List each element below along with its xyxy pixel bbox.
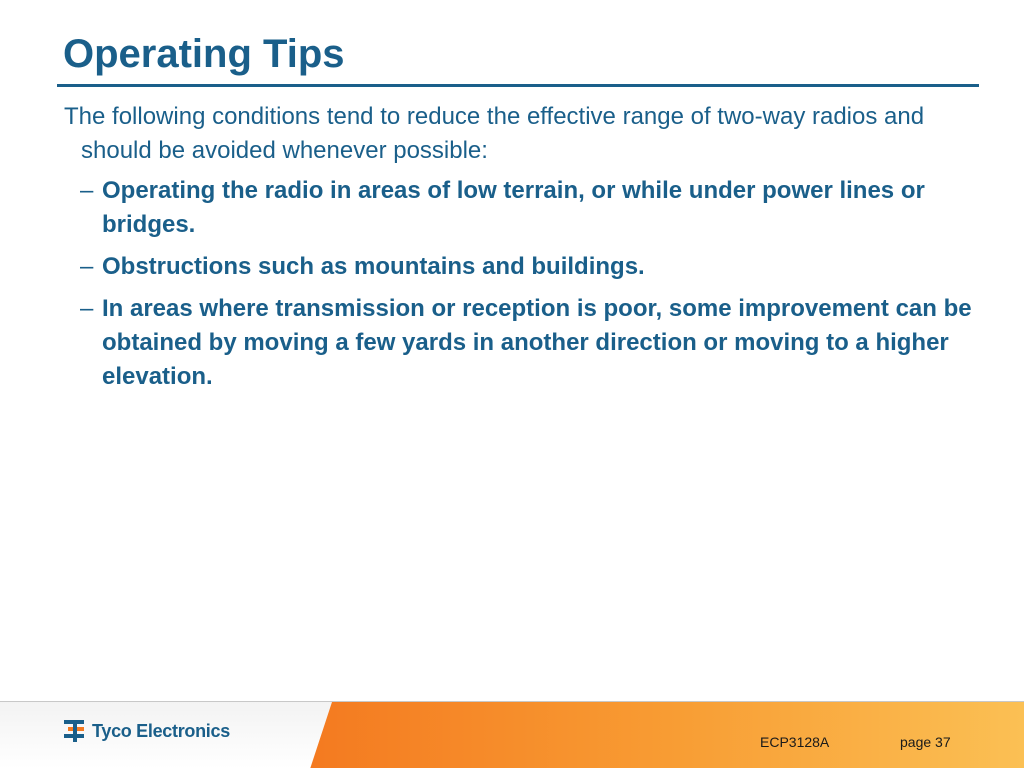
bullet-dash: – (80, 295, 94, 322)
bullet-text: In areas where transmission or reception is poor, some improvement can be obtained by moving a few yards in another direction or moving to a higher elevation. (102, 295, 972, 390)
bullet-dash: – (80, 253, 94, 280)
document-code: ECP3128A (760, 734, 830, 750)
intro-paragraph: The following conditions tend to reduce the effective range of two-way radios and should be avoided whenever possible: (64, 103, 925, 164)
tyco-logo (64, 716, 230, 746)
bullet-text: Obstructions such as mountains and buildings. (102, 253, 645, 280)
slide-title: Operating Tips (63, 32, 345, 76)
bullet-dash: – (80, 177, 94, 204)
brand-name: Tyco Electronics (92, 720, 230, 741)
page-number: page 37 (900, 734, 951, 750)
bullet-item (64, 292, 974, 394)
bullet-item (64, 250, 974, 284)
tyco-logo-icon (64, 718, 86, 744)
slide-body (64, 100, 974, 402)
bullet-item (64, 174, 974, 242)
bullet-list (64, 174, 974, 394)
title-underline (57, 84, 979, 87)
bullet-text: Operating the radio in areas of low terrain, or while under power lines or bridges. (102, 177, 925, 238)
